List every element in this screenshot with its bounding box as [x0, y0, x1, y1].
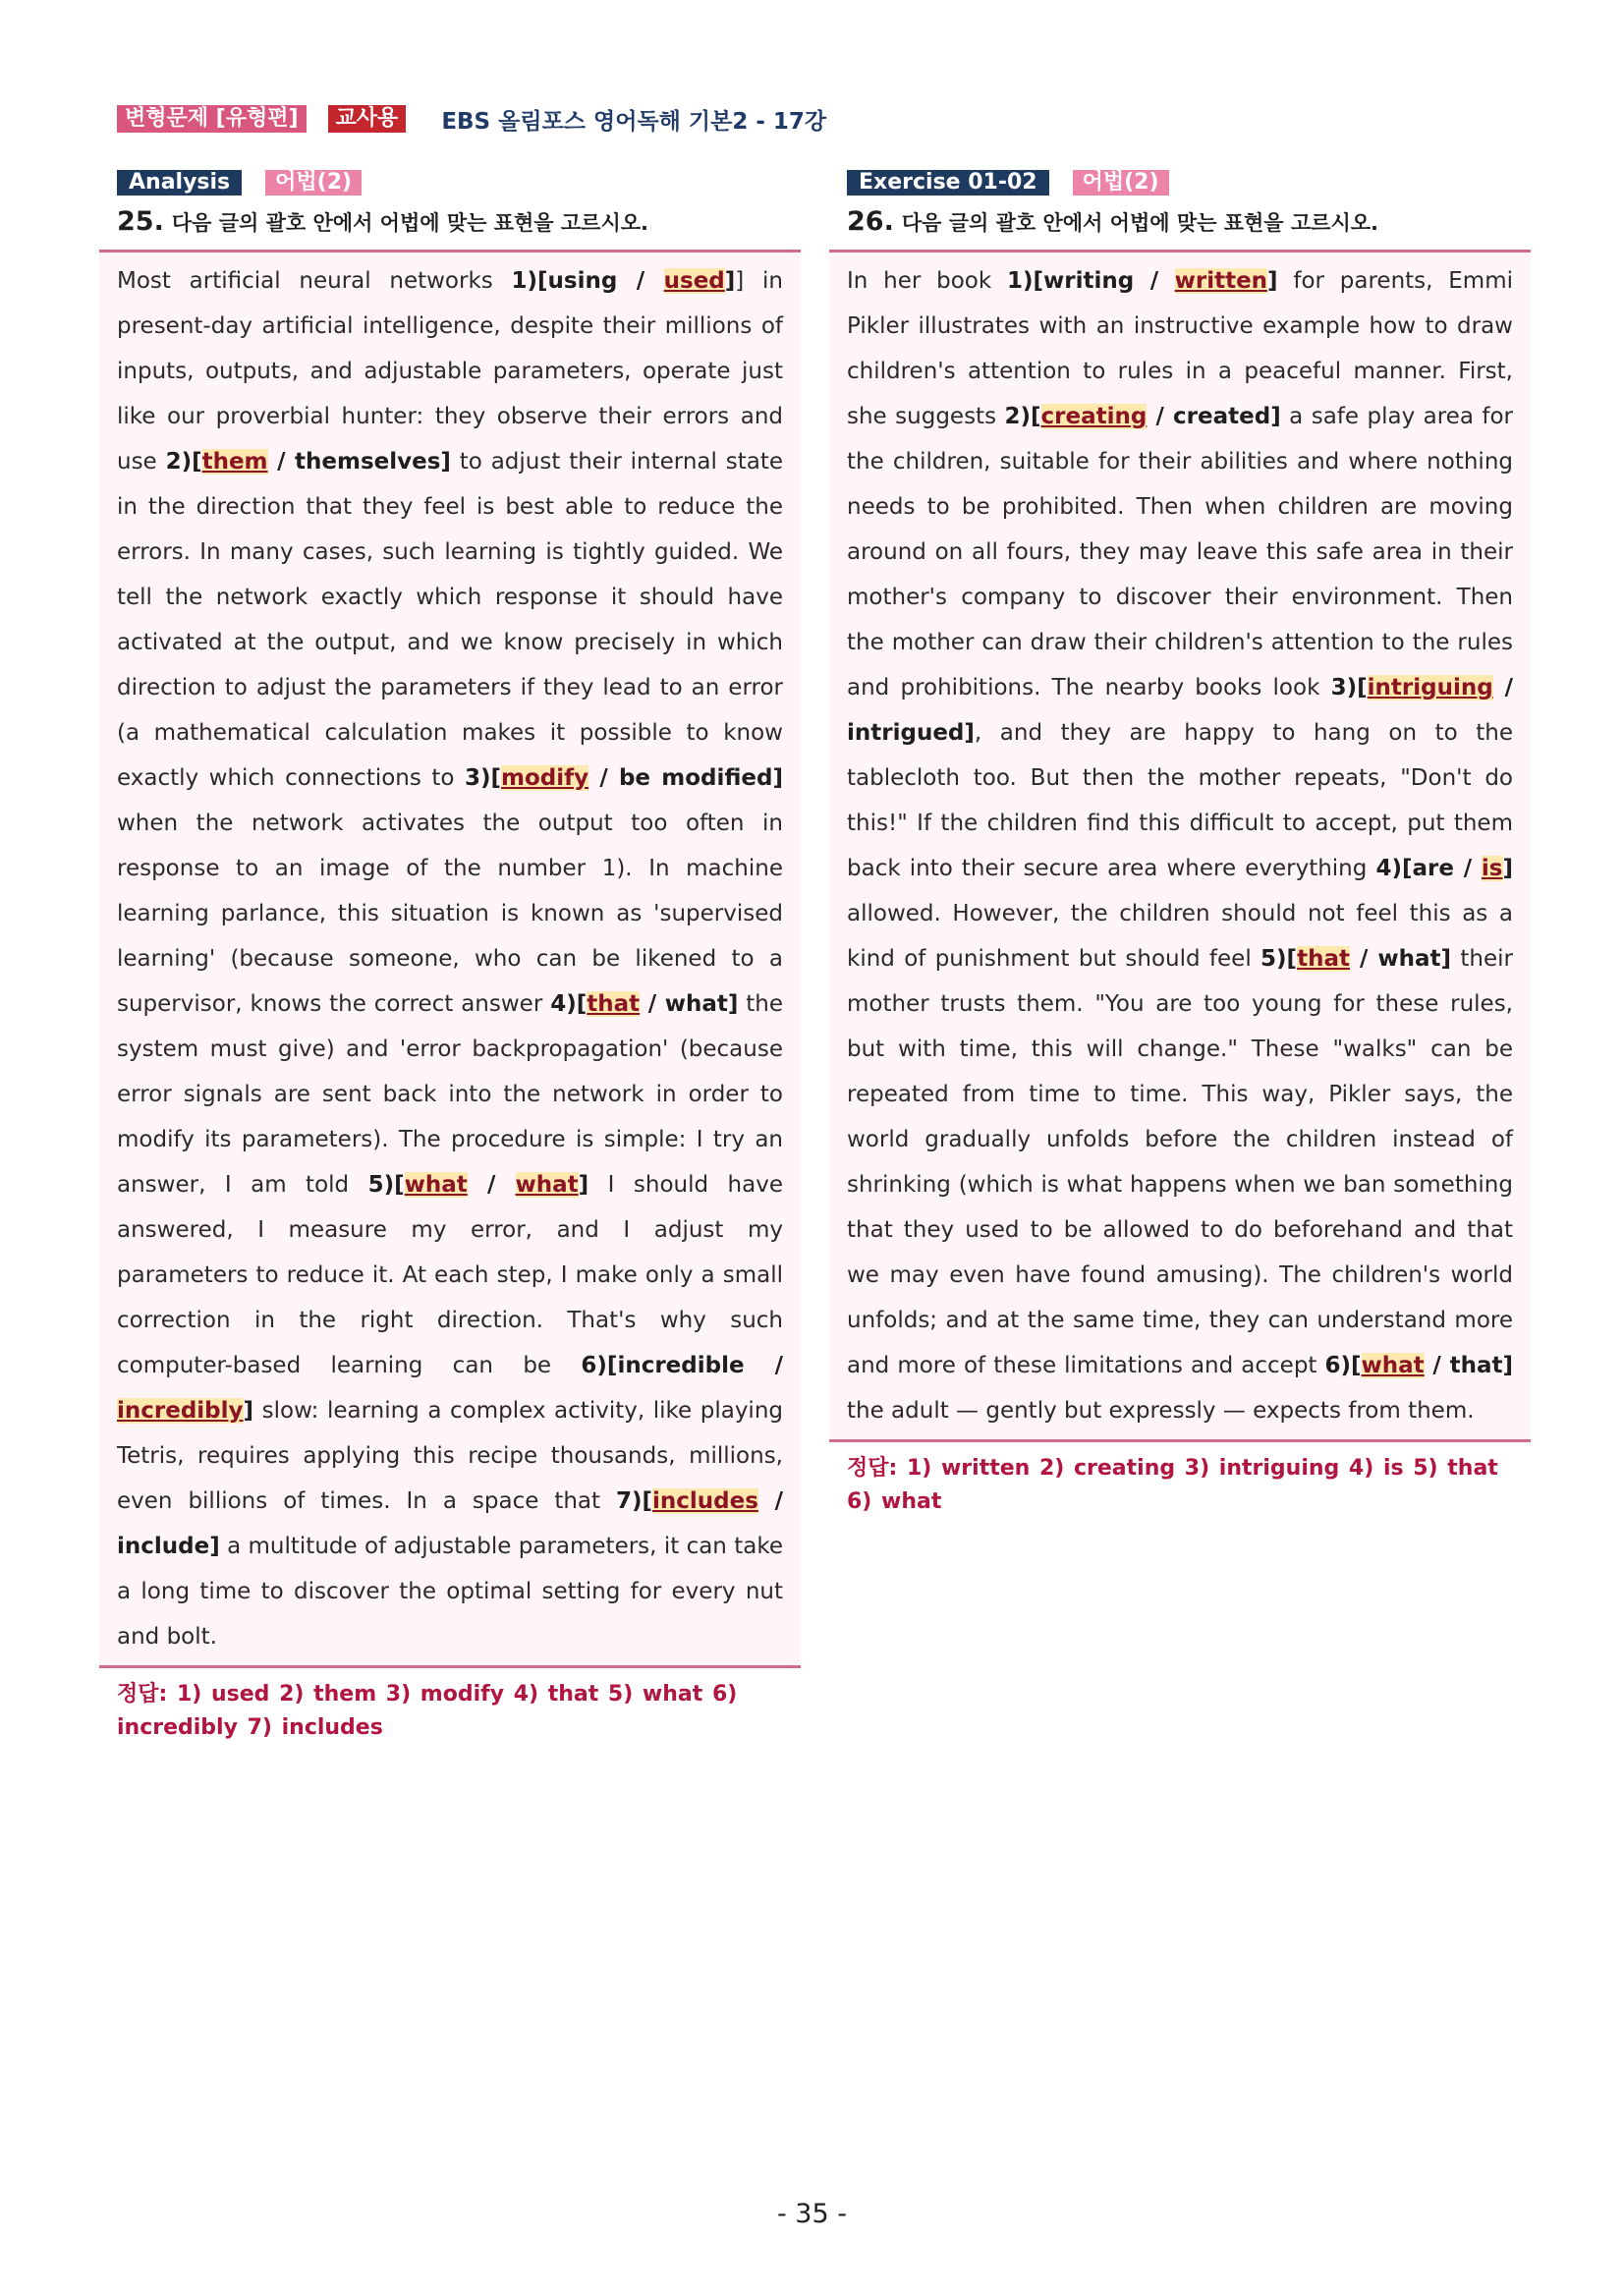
blank-4: 4)[that / what] — [550, 991, 739, 1017]
answer-highlight: incredibly — [117, 1398, 244, 1424]
passage-text: , and they are happy to hang on to the tablecloth too. But then the mother repeats, "Don't do this!" If the children find this difficult to accept, put them back into their secure area where everything — [847, 720, 1513, 881]
answer-highlight: what — [404, 1172, 468, 1198]
passage-text: the system must give) and 'error backpropagation' (because error signals are sent back into the network in order to modify its parameters). The procedure is simple: I try an answer, I am told — [117, 991, 783, 1198]
left-column — [99, 169, 801, 1745]
passage-text: a safe play area for the children, suitable for their abilities and where nothing needs to be prohibited. Then when children are moving around on all fours, they may leave this safe area in their mother's company to discover their environment. Then the mother can draw their children's attention to the rules and prohibitions. The nearby books look — [847, 404, 1513, 700]
right-answer-key: 정답: 1) written 2) creating 3) intriguing 4) is 5) that 6) what — [847, 1456, 1498, 1514]
blank-6: 6)[what / that] — [1324, 1353, 1513, 1378]
header-tag-teacher: 교사용 — [328, 105, 407, 133]
answer-highlight: them — [201, 449, 268, 475]
header-title: EBS 올림포스 영어독해 기본2 - 17강 — [441, 108, 827, 135]
passage-text: I should have answered, I measure my error, and I adjust my parameters to reduce it. At each step, I make only a small correction in the right direction. That's why such computer-based learning can be — [117, 1172, 783, 1378]
left-passage — [117, 258, 783, 1659]
passage-text: slow: learning a complex activity, like playing Tetris, requires applying this recipe thousands, millions, even billions of times. In a space that — [117, 1398, 783, 1514]
blank-1: 1)[writing / written] — [1007, 268, 1278, 294]
answer-highlight: is — [1481, 856, 1503, 881]
blank-5: 5)[that / what] — [1260, 946, 1452, 972]
blank-2: 2)[them / themselves] — [165, 449, 451, 475]
blank-4: 4)[are / is] — [1375, 856, 1514, 881]
answer-highlight: that — [1297, 946, 1350, 972]
left-passage-box — [99, 250, 801, 1668]
right-question — [847, 206, 1531, 240]
page-header — [117, 102, 826, 136]
left-tag-analysis: Analysis — [117, 170, 242, 196]
answer-highlight: includes — [652, 1488, 758, 1514]
passage-text: the adult — gently but expressly — expects from them. — [847, 1398, 1475, 1424]
passage-text: Most artificial neural networks — [117, 268, 512, 294]
passage-text: their mother trusts them. "You are too young for these rules, but with time, this will change." These "walks" can be repeated from time to time. This way, Pikler says, the world gradually unfolds before the children instead of shrinking (which is what happens when we ban something that they used to be allowed to do beforehand and that we may even have found amusing). The children's world unfolds; and at the same time, they can understand more and more of these limitations and accept — [847, 946, 1513, 1378]
blank-2: 2)[creating / created] — [1004, 404, 1281, 429]
left-question-text: 다음 글의 괄호 안에서 어법에 맞는 표현을 고르시오. — [171, 211, 649, 235]
header-tag-type: 변형문제 [유형편] — [117, 105, 307, 133]
blank-7: 7)[includes / include] — [117, 1488, 783, 1559]
left-tag-grammar: 어법(2) — [265, 170, 362, 196]
page-number: - 35 - — [776, 2199, 847, 2229]
right-tag-exercise: Exercise 01-02 — [847, 170, 1049, 196]
right-passage-box — [829, 250, 1531, 1442]
blank-6: 6)[incredible / incredibly] — [117, 1353, 784, 1424]
answer-highlight: intriguing — [1367, 675, 1493, 700]
passage-text: a multitude of adjustable parameters, it can take a long time to discover the optimal setting for every nut and bolt. — [117, 1534, 783, 1650]
passage-text: ] in present-day artificial intelligence, despite their millions of inputs, outputs, and adjustable parameters, operate just like our proverbial hunter: they observe their errors and use — [117, 268, 783, 475]
right-passage — [847, 258, 1513, 1433]
answer-highlight: written — [1174, 268, 1268, 294]
right-question-number: 26. — [847, 206, 894, 237]
left-question — [117, 206, 801, 240]
blank-3: 3)[modify / be modified] — [464, 765, 783, 791]
blank-5: 5)[what / what] — [367, 1172, 589, 1198]
right-question-text: 다음 글의 괄호 안에서 어법에 맞는 표현을 고르시오. — [901, 211, 1379, 235]
answer-highlight: what — [1361, 1353, 1425, 1378]
passage-text: to adjust their internal state in the direction that they feel is best able to reduce the errors. In many cases, such learning is tightly guided. We tell the network exactly which response it should have activated at the output, and we know precisely in which direction to adjust the parameters if they lead to an error (a mathematical calculation makes it possible to know exactly which connections to — [117, 449, 783, 791]
passage-text: for parents, Emmi Pikler illustrates with an instructive example how to draw children's attention to rules in a peaceful manner. First, she suggests — [847, 268, 1513, 429]
blank-1: 1)[using / used] — [511, 268, 736, 294]
right-tags — [847, 169, 1531, 196]
left-answer-key: 정답: 1) used 2) them 3) modify 4) that 5) what 6) incredibly 7) includes — [117, 1682, 738, 1740]
right-column — [829, 169, 1531, 1519]
passage-text: allowed. However, the children should not feel this as a kind of punishment but should feel — [847, 901, 1513, 972]
passage-text: when the network activates the output too often in response to an image of the number 1). In machine learning parlance, this situation is known as 'supervised learning' (because someone, who can be likened to a supervisor, knows the correct answer — [117, 811, 783, 1017]
left-question-number: 25. — [117, 206, 164, 237]
blank-3: 3)[intriguing / intrigued] — [847, 675, 1513, 746]
left-tags — [117, 169, 801, 196]
right-tag-grammar: 어법(2) — [1073, 170, 1169, 196]
answer-highlight: creating — [1040, 404, 1148, 429]
passage-text: In her book — [847, 268, 1007, 294]
answer-highlight: modify — [501, 765, 589, 791]
answer-highlight: that — [587, 991, 641, 1017]
answer-highlight: used — [663, 268, 725, 294]
answer-highlight: what — [515, 1172, 579, 1198]
